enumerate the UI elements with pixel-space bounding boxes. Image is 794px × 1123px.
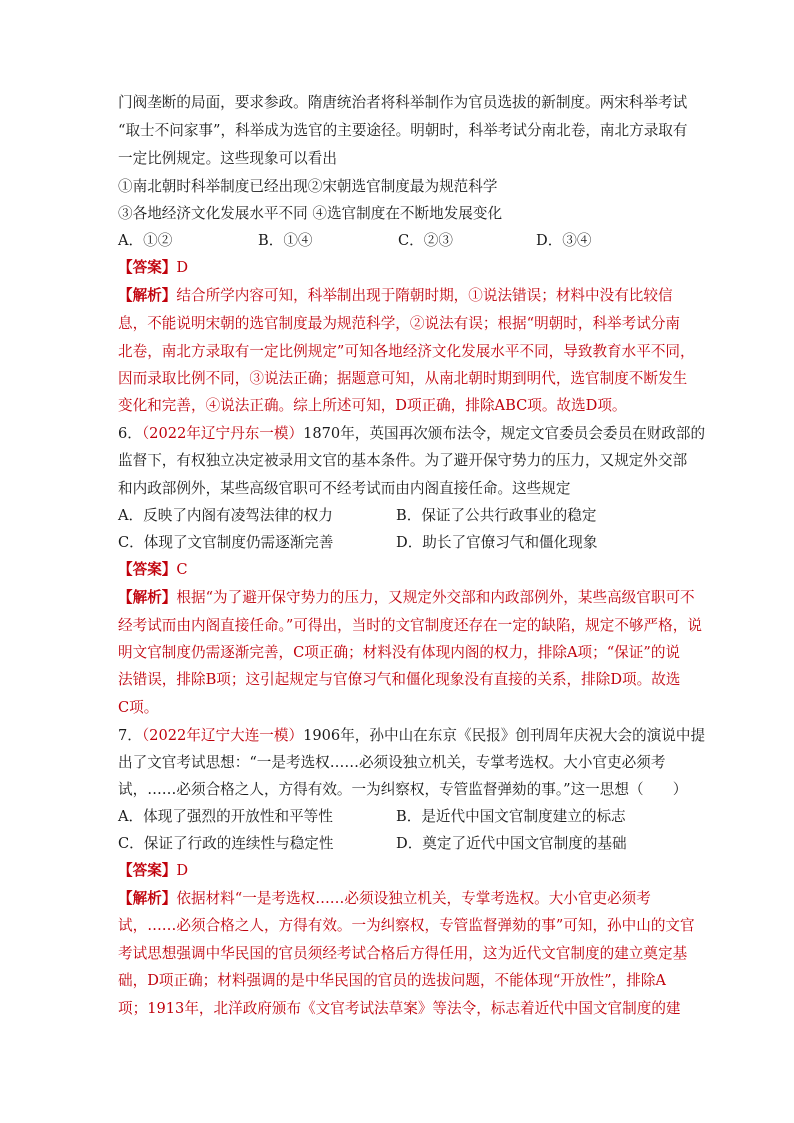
q6-option-d: D．助长了官僚习气和僵化现象 [396, 534, 598, 551]
q5-analysis-line: 【解析】结合所学内容可知，科举制出现于隋朝时期，①说法错误；材料中没有比较信 [118, 287, 673, 304]
answer-tag: 【答案】 [118, 259, 177, 276]
q6-option-b: B．保证了公共行政事业的稳定 [396, 507, 597, 524]
q5-options [118, 231, 678, 251]
q6-options-row [118, 506, 678, 526]
question-number: 6． [118, 425, 142, 442]
q6-stem-line: 监督下，有权独立决定被录用文官的基本条件。为了避开保守势力的压力，又规定外交部 [118, 452, 688, 469]
q6-options-row [118, 533, 678, 553]
q5-analysis-line: 北卷，南北方录取有一定比例规定”可知各地经济文化发展水平不同，导致教育水平不同， [118, 343, 695, 360]
q7-options-row [118, 834, 678, 854]
q7-option-d: D．奠定了近代中国文官制度的基础 [396, 835, 627, 852]
q6-analysis-line: 法错误，排除B项；这引起规定与官僚习气和僵化现象没有直接的关系，排除D项。故选 [118, 671, 681, 688]
q6-stem-line: 6．（2022年辽宁丹东一模）1870年，英国再次颁布法令，规定文官委员会委员在财政部的 [118, 425, 706, 442]
question-number: 7． [118, 727, 142, 744]
q5-statement: ③各地经济文化发展水平不同 ④选官制度在不断地发展变化 [118, 205, 503, 222]
q5-statement: ①南北朝时科举制度已经出现②宋朝选官制度最为规范科学 [118, 178, 498, 195]
q7-stem-line: 试，……必须合格之人，方得有效。一为纠察权，专管监督弹劾的事。”这一思想（ ） [118, 781, 688, 798]
q7-analysis-line: 考试思想强调中华民国的官员须经考试合格后方得任用，这为近代文官制度的建立奠定基 [118, 945, 688, 962]
q7-options-row [118, 807, 678, 827]
q5-stem-line: “取士不问家事”，科举成为选官的主要途径。明朝时，科举考试分南北卷，南北方录取有 [118, 122, 688, 139]
q5-option-d: D．③④ [536, 232, 592, 249]
q7-analysis-line: 础，D项正确；材料强调的是中华民国的官员的选拔问题，不能体现“开放性”，排除A [118, 972, 666, 989]
analysis-tag: 【解析】 [118, 287, 177, 304]
q7-stem-line: 7．（2022年辽宁大连一模）1906年，孙中山在东京《民报》创刊周年庆祝大会的演说中提 [118, 727, 706, 744]
answer-tag: 【答案】 [118, 561, 177, 578]
q7-option-b: B．是近代中国文官制度建立的标志 [396, 808, 626, 825]
q6-stem-line: 和内政部例外，某些高级官职可不经考试而由内阁直接任命。这些规定 [118, 480, 571, 497]
analysis-tag: 【解析】 [118, 589, 177, 606]
q6-analysis-line: 【解析】根据“为了避开保守势力的压力，又规定外交部和内政部例外，某些高级官职可不 [118, 589, 695, 606]
answer-value: D [176, 862, 189, 879]
q7-answer [118, 861, 678, 881]
q7-analysis-line: 【解析】依据材料“一是考选权……必须设独立机关，专掌考选权。大小官吏必须考 [118, 890, 651, 907]
q5-answer [118, 258, 678, 278]
answer-value: D [176, 259, 189, 276]
q6-analysis-line: C项。 [118, 699, 159, 716]
analysis-tag: 【解析】 [118, 890, 177, 907]
answer-tag: 【答案】 [118, 862, 177, 879]
q6-analysis-line: 明文官制度仍需逐渐完善，C项正确；材料没有体现内阁的权力，排除A项；“保证”的说 [118, 644, 681, 661]
q5-analysis-line: 息，不能说明宋朝的选官制度最为规范科学，②说法有误；根据“明朝时，科举考试分南 [118, 315, 681, 332]
q7-analysis-line: 项；1913年，北洋政府颁布《文官考试法草案》等法令，标志着近代中国文官制度的建 [118, 1000, 681, 1017]
q5-option-a: A．①② [118, 232, 173, 249]
q6-analysis-line: 经考试而由内阁直接任命。”可得出，当时的文官制度还存在一定的缺陷，规定不够严格，说 [118, 617, 702, 634]
question-source: （2022年辽宁丹东一模） [141, 425, 304, 442]
q6-option-a: A．反映了内阁有凌驾法律的权力 [118, 507, 333, 524]
q6-option-c: C．体现了文官制度仍需逐渐完善 [118, 534, 334, 551]
question-source: （2022年辽宁大连一模） [141, 727, 304, 744]
q7-stem-line: 出了文官考试思想：“一是考选权……必须设独立机关，专掌考选权。大小官吏必须考 [118, 754, 666, 771]
q7-option-a: A．体现了强烈的开放性和平等性 [118, 808, 333, 825]
q5-analysis-line: 变化和完善，④说法正确。综上所述可知，D项正确，排除ABC项。故选D项。 [118, 397, 627, 414]
q7-analysis-line: 试，……必须合格之人，方得有效。一为纠察权，专管监督弹劾的事”可知，孙中山的文官 [118, 917, 695, 934]
q7-option-c: C．保证了行政的连续性与稳定性 [118, 835, 334, 852]
q5-option-c: C．②③ [398, 232, 453, 249]
answer-value: C [176, 561, 188, 578]
q5-analysis-line: 因而录取比例不同，③说法正确；据题意可知，从南北朝时期到明代，选官制度不断发生 [118, 370, 688, 387]
q5-option-b: B．①④ [258, 232, 313, 249]
q6-answer [118, 560, 678, 580]
q5-stem-line: 一定比例规定。这些现象可以看出 [118, 150, 337, 167]
q5-stem-line: 门阀垄断的局面，要求参政。隋唐统治者将科举制作为官员选拔的新制度。两宋科举考试 [118, 94, 688, 111]
